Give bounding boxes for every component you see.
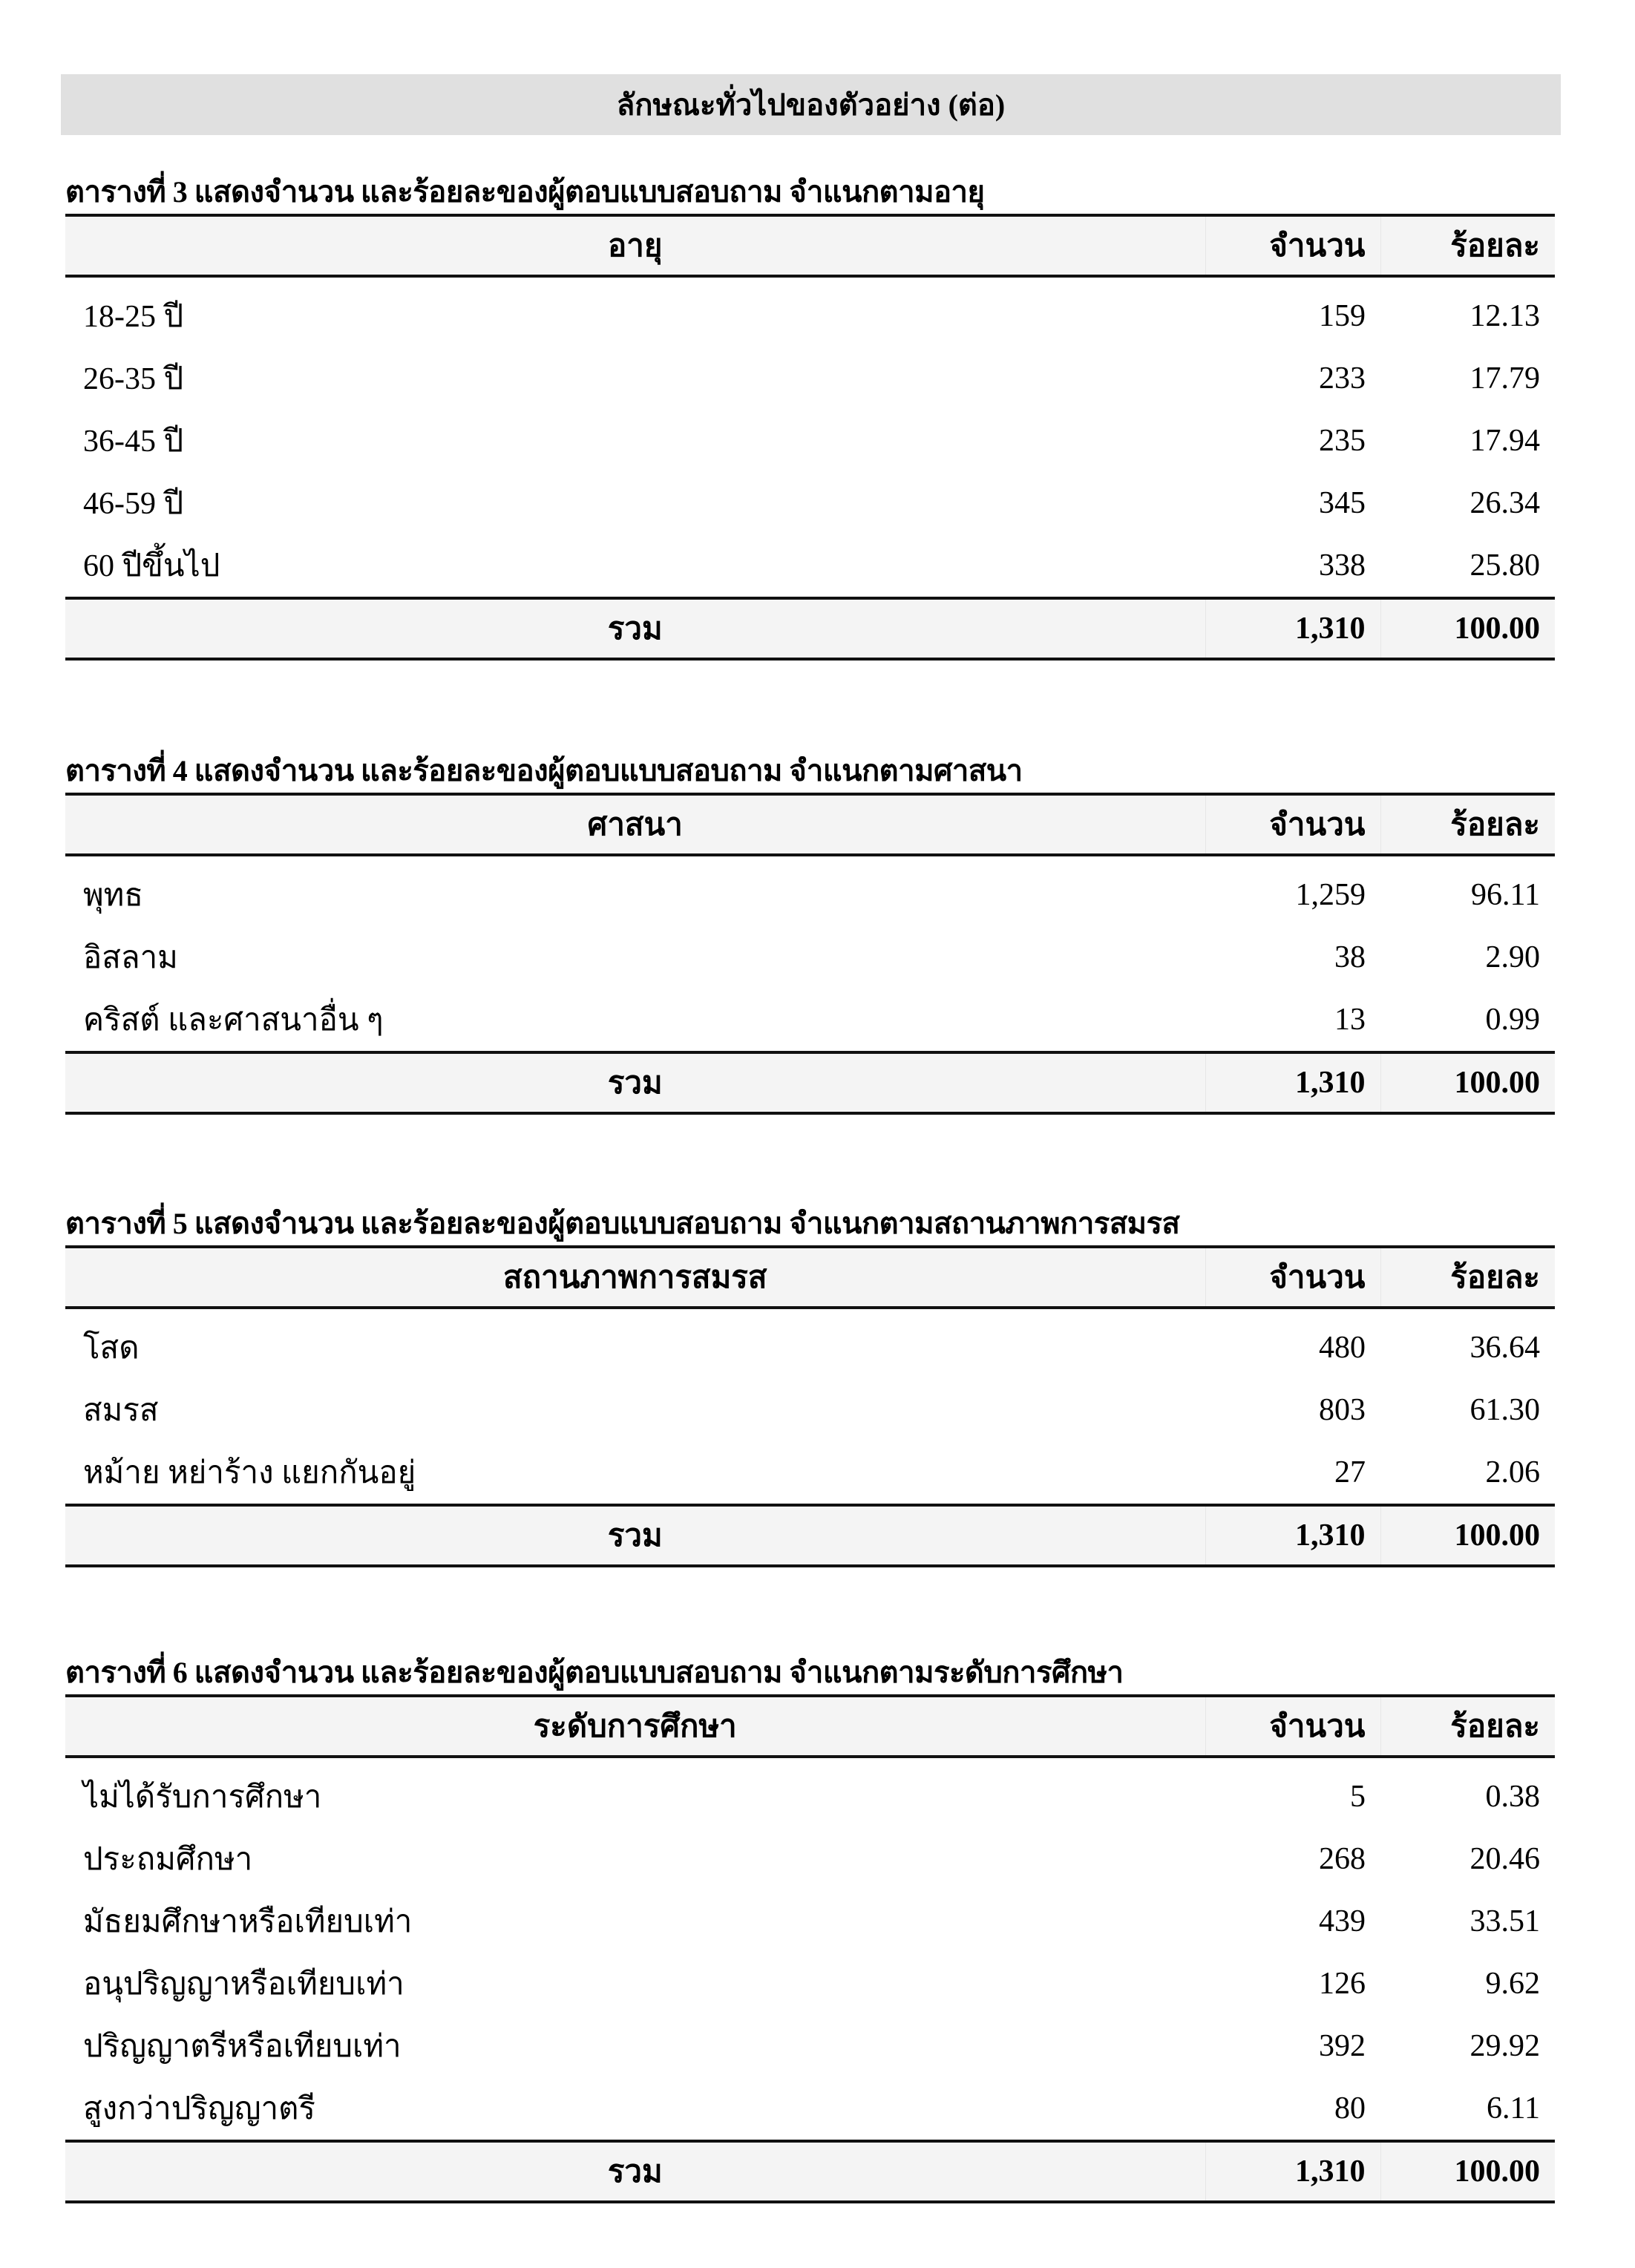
total-percent: 100.00 xyxy=(1380,598,1555,659)
row-label: 36-45 ปี xyxy=(83,425,184,459)
row-percent: 29.92 xyxy=(1469,2029,1540,2063)
table-row xyxy=(65,1828,1555,1890)
column-header-percent: ร้อยละ xyxy=(1380,1247,1555,1308)
total-label: รวม xyxy=(607,1519,663,1553)
row-count: 338 xyxy=(1319,548,1366,583)
page-title: ลักษณะทั่วไปของตัวอย่าง (ต่อ) xyxy=(61,74,1561,135)
column-header-label: ระดับการศึกษา xyxy=(533,1710,737,1744)
row-label: สมรส xyxy=(83,1394,159,1428)
row-count: 159 xyxy=(1319,299,1366,333)
table-row xyxy=(65,1757,1555,1828)
row-percent: 9.62 xyxy=(1485,1967,1540,2001)
row-count: 803 xyxy=(1319,1393,1366,1427)
row-label: หม้าย หย่าร้าง แยกกันอยู่ xyxy=(83,1456,416,1490)
column-header-percent: ร้อยละ xyxy=(1380,794,1555,855)
total-percent: 100.00 xyxy=(1380,2141,1555,2202)
row-label: อิสลาม xyxy=(83,941,178,975)
total-count: 1,310 xyxy=(1205,1052,1380,1113)
column-header-label: สถานภาพการสมรส xyxy=(503,1261,767,1295)
row-label: อนุปริญญาหรือเทียบเท่า xyxy=(83,1967,404,2002)
age-table xyxy=(65,214,1555,661)
row-percent: 0.99 xyxy=(1485,1003,1540,1037)
row-count: 235 xyxy=(1319,424,1366,458)
total-row xyxy=(65,1052,1555,1113)
table-header-row xyxy=(65,1696,1555,1757)
table-row xyxy=(65,2077,1555,2141)
row-count: 5 xyxy=(1350,1780,1366,1814)
education-table xyxy=(65,1694,1555,2203)
total-count: 1,310 xyxy=(1205,1505,1380,1566)
column-header-label: ศาสนา xyxy=(587,808,683,842)
row-percent: 33.51 xyxy=(1469,1904,1540,1938)
table-row xyxy=(65,534,1555,598)
total-count: 1,310 xyxy=(1205,2141,1380,2202)
total-row xyxy=(65,2141,1555,2202)
table-age-section xyxy=(65,171,1555,661)
row-label: สูงกว่าปริญญาตรี xyxy=(83,2092,315,2126)
row-label: มัธยมศึกษาหรือเทียบเท่า xyxy=(83,1905,413,1939)
row-count: 268 xyxy=(1319,1842,1366,1876)
table-caption: ตารางที่ 4 แสดงจำนวน และร้อยละของผู้ตอบแบบสอบถาม จำแนกตามศาสนา xyxy=(65,754,1023,787)
row-count: 1,259 xyxy=(1295,878,1366,912)
row-label: 60 ปีขึ้นไป xyxy=(83,549,220,583)
total-label: รวม xyxy=(607,612,663,646)
row-percent: 6.11 xyxy=(1487,2091,1540,2126)
row-percent: 0.38 xyxy=(1485,1780,1540,1814)
table-header-row xyxy=(65,215,1555,276)
row-percent: 36.64 xyxy=(1469,1331,1540,1365)
row-count: 13 xyxy=(1334,1003,1366,1037)
row-percent: 17.79 xyxy=(1469,361,1540,396)
table-row xyxy=(65,347,1555,410)
row-count: 439 xyxy=(1319,1904,1366,1938)
row-count: 233 xyxy=(1319,361,1366,396)
total-percent: 100.00 xyxy=(1380,1052,1555,1113)
row-label: โสด xyxy=(83,1331,140,1366)
table-header-row xyxy=(65,1247,1555,1308)
table-row xyxy=(65,1890,1555,1953)
table-row xyxy=(65,1308,1555,1379)
table-education-section xyxy=(65,1651,1555,2203)
column-header-count: จำนวน xyxy=(1205,215,1380,276)
row-count: 345 xyxy=(1319,486,1366,520)
row-count: 38 xyxy=(1334,940,1366,974)
table-row xyxy=(65,855,1555,926)
row-percent: 17.94 xyxy=(1469,424,1540,458)
total-row xyxy=(65,1505,1555,1566)
table-row xyxy=(65,410,1555,472)
table-caption: ตารางที่ 3 แสดงจำนวน และร้อยละของผู้ตอบแบบสอบถาม จำแนกตามอายุ xyxy=(65,175,985,209)
row-label: คริสต์ และศาสนาอื่น ๆ xyxy=(83,1003,384,1038)
row-percent: 2.06 xyxy=(1485,1455,1540,1489)
table-row xyxy=(65,2015,1555,2077)
row-label: ปริญญาตรีหรือเทียบเท่า xyxy=(83,2030,402,2064)
row-percent: 2.90 xyxy=(1485,940,1540,974)
table-caption: ตารางที่ 5 แสดงจำนวน และร้อยละของผู้ตอบแบบสอบถาม จำแนกตามสถานภาพการสมรส xyxy=(65,1207,1180,1240)
row-label: 46-59 ปี xyxy=(83,487,184,521)
total-label: รวม xyxy=(607,1066,663,1101)
row-label: ไม่ได้รับการศึกษา xyxy=(83,1780,322,1815)
total-row xyxy=(65,598,1555,659)
total-percent: 100.00 xyxy=(1380,1505,1555,1566)
table-row xyxy=(65,276,1555,347)
marital-status-table xyxy=(65,1245,1555,1567)
row-label: พุทธ xyxy=(83,879,144,913)
column-header-percent: ร้อยละ xyxy=(1380,215,1555,276)
row-percent: 25.80 xyxy=(1469,548,1540,583)
column-header-percent: ร้อยละ xyxy=(1380,1696,1555,1757)
total-count: 1,310 xyxy=(1205,598,1380,659)
table-row xyxy=(65,926,1555,989)
table-row xyxy=(65,989,1555,1052)
table-row xyxy=(65,1379,1555,1441)
table-row xyxy=(65,1441,1555,1505)
table-caption: ตารางที่ 6 แสดงจำนวน และร้อยละของผู้ตอบแบบสอบถาม จำแนกตามระดับการศึกษา xyxy=(65,1656,1124,1689)
column-header-count: จำนวน xyxy=(1205,1696,1380,1757)
row-count: 392 xyxy=(1319,2029,1366,2063)
row-label: 18-25 ปี xyxy=(83,300,184,334)
row-percent: 26.34 xyxy=(1469,486,1540,520)
column-header-count: จำนวน xyxy=(1205,1247,1380,1308)
table-row xyxy=(65,472,1555,534)
row-count: 27 xyxy=(1334,1455,1366,1489)
row-count: 480 xyxy=(1319,1331,1366,1365)
table-religion-section xyxy=(65,750,1555,1115)
column-header-label: อายุ xyxy=(608,229,663,263)
row-label: ประถมศึกษา xyxy=(83,1843,253,1877)
table-header-row xyxy=(65,794,1555,855)
row-percent: 20.46 xyxy=(1469,1842,1540,1876)
row-percent: 12.13 xyxy=(1469,299,1540,333)
row-label: 26-35 ปี xyxy=(83,362,184,396)
row-percent: 61.30 xyxy=(1469,1393,1540,1427)
row-count: 80 xyxy=(1334,2091,1366,2126)
religion-table xyxy=(65,793,1555,1115)
row-count: 126 xyxy=(1319,1967,1366,2001)
table-marital-section xyxy=(65,1202,1555,1567)
row-percent: 96.11 xyxy=(1471,878,1540,912)
table-row xyxy=(65,1953,1555,2015)
column-header-count: จำนวน xyxy=(1205,794,1380,855)
total-label: รวม xyxy=(607,2155,663,2189)
